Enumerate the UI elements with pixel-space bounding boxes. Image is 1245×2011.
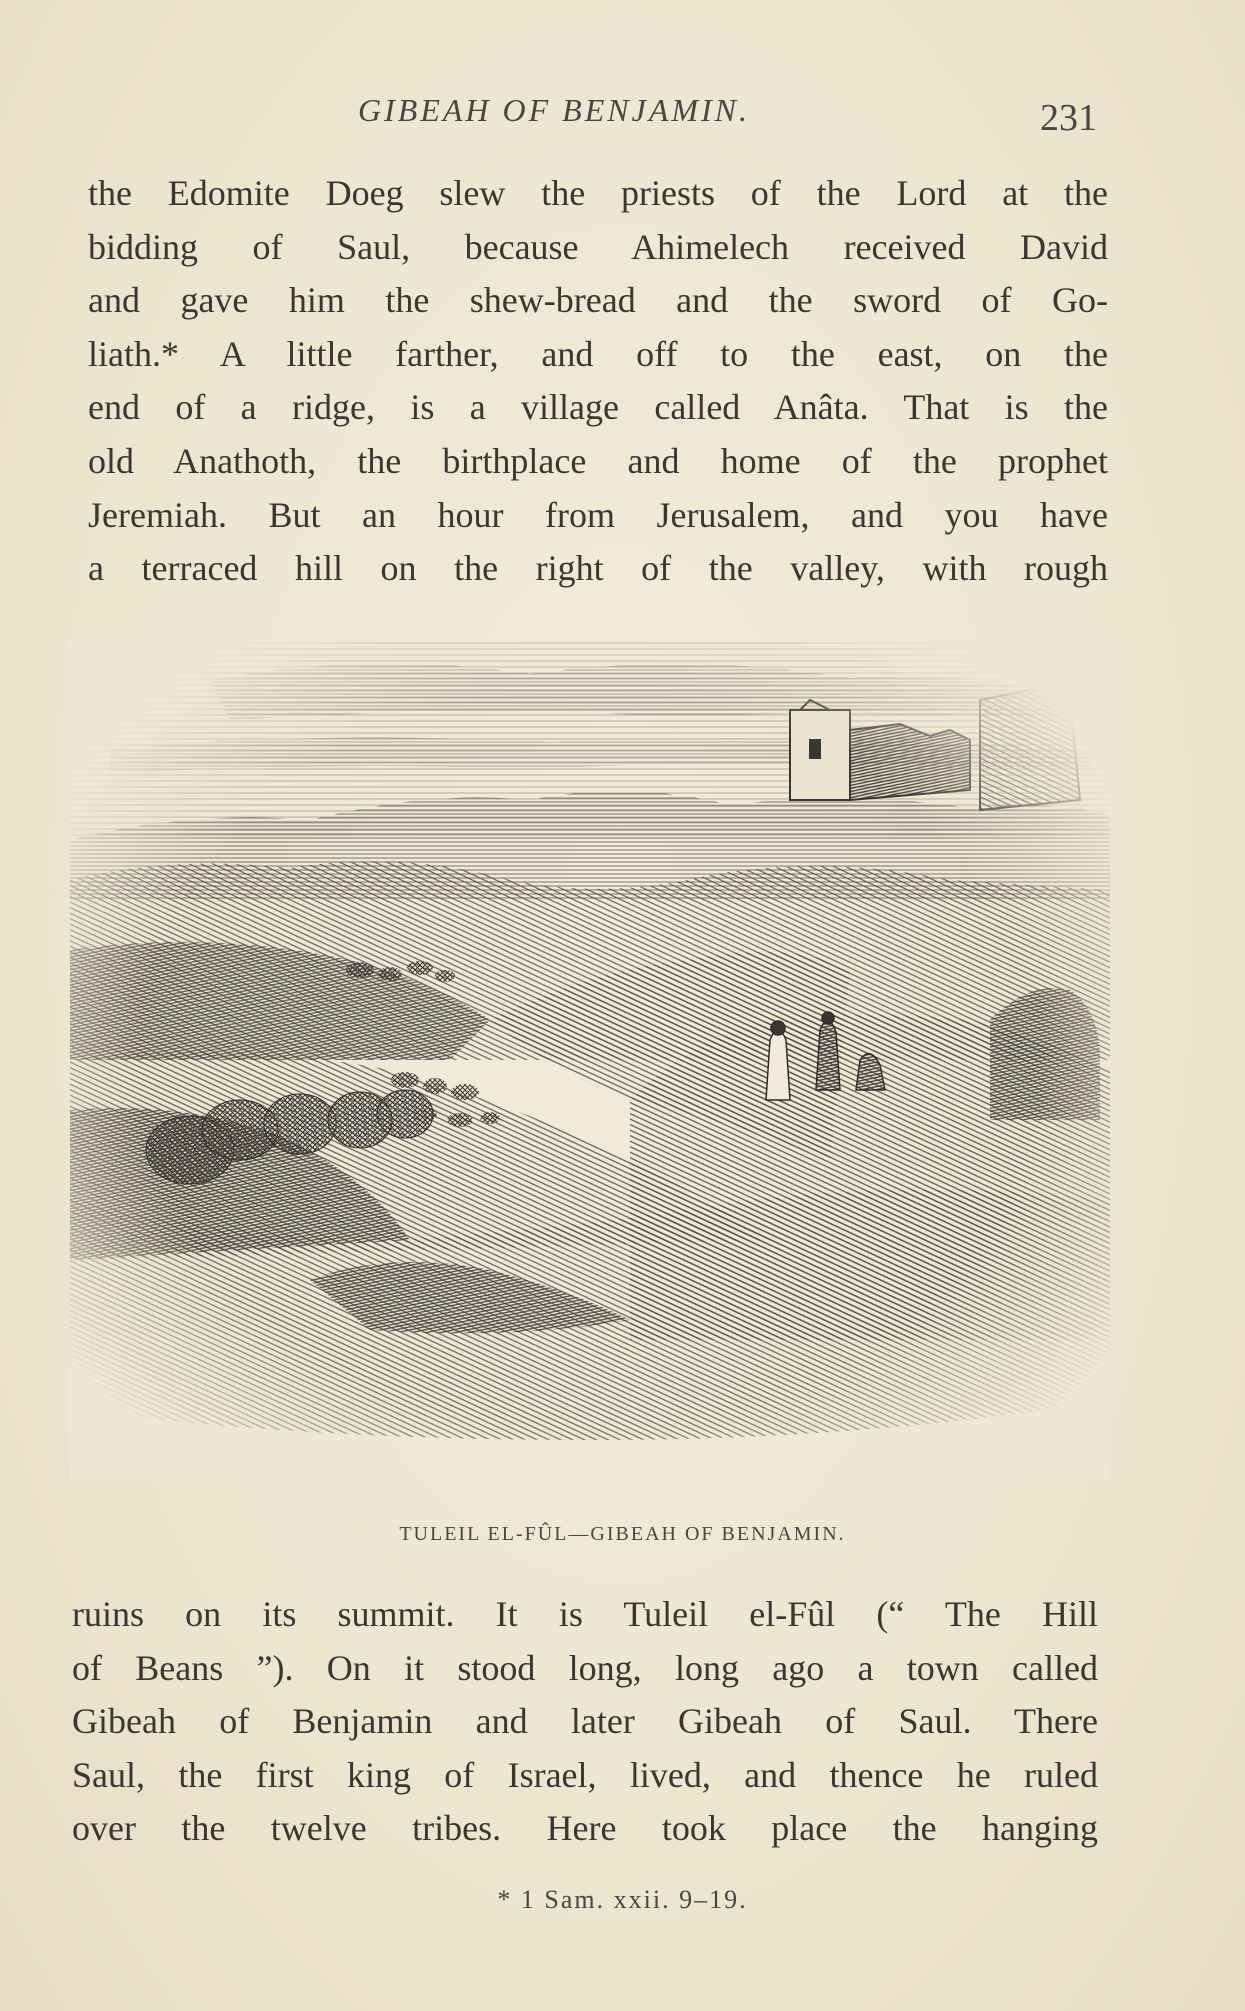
text-line: Gibeah of Benjamin and later Gibeah of Saul. There <box>72 1701 1098 1742</box>
footnote: * 1 Sam. xxii. 9–19. <box>497 1885 748 1914</box>
text-line: the Edomite Doeg slew the priests of the Lord at the <box>88 173 1108 213</box>
page-number: 231 <box>1040 97 1097 139</box>
running-head: GIBEAH OF BENJAMIN. <box>358 92 751 128</box>
text-line: liath.* A little farther, and off to the east, on the <box>88 333 1108 374</box>
text-line: ruins on its summit. It is Tuleil el-Fûl (“ The Hill <box>72 1594 1098 1634</box>
text-line: Jeremiah. But an hour from Jerusalem, and you have <box>88 494 1108 535</box>
text-line: end of a ridge, is a village called Anâta. That is the <box>88 387 1108 428</box>
vignette <box>70 640 1110 1480</box>
engraving-illustration <box>70 640 1110 1480</box>
text-line: of Beans ”). On it stood long, long ago a town called <box>72 1647 1098 1688</box>
text-line: bidding of Saul, because Ahimelech received David <box>88 226 1108 267</box>
text-line: over the twelve tribes. Here took place the hanging <box>72 1808 1098 1849</box>
illustration-caption: TULEIL EL-FÛL—GIBEAH OF BENJAMIN. <box>399 1523 846 1545</box>
paragraph-top <box>88 167 1108 596</box>
text-line: and gave him the shew-bread and the sword of Go- <box>88 280 1108 321</box>
text-line: Saul, the first king of Israel, lived, and thence he ruled <box>72 1754 1098 1795</box>
paragraph-bottom <box>72 1588 1098 1856</box>
text-line: a terraced hill on the right of the valley, with rough <box>88 548 1108 589</box>
text-line: old Anathoth, the birthplace and home of the prophet <box>88 440 1108 481</box>
